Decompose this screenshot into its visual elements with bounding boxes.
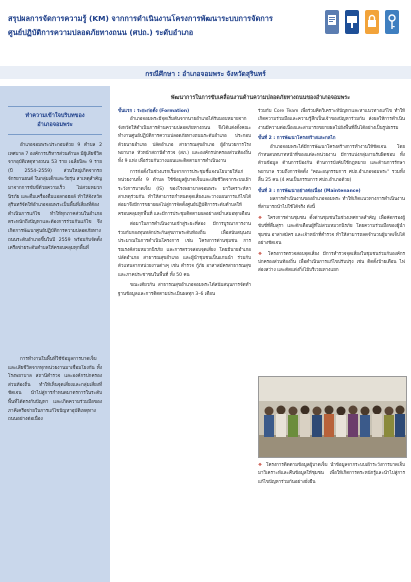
column2-paragraph-1: ร่วมกับ Core Team เพื่อร่วมคิดวิเคราะห์ปัญหาและหาแนวทางแก้ไข ทำให้เกิดความร่วมมือและความรู้สึกเป็นเจ้าของปัญหาร่วมกัน ส่งผลให้การดำเนินงานมีความต่อเนื่องและสามารถขยายผลไปยังพื้นที่อื่นได้อย่างเป็นรูปธรรม [258, 109, 405, 131]
stage3-heading: ขั้นที่ 3 : การพัฒนาอย่างต่อเนื่อง (Maintenance) [258, 188, 361, 194]
header-icons [325, 8, 405, 38]
stage1-heading: ขั้นแรก : ระยะก่อตั้ง (Formation) [118, 109, 190, 114]
document-subtitle: ศูนย์ปฏิบัติการความปลอดภัยทางถนน (ศปถ.) ระดับอำเภอ [8, 28, 194, 37]
sidebar-divider-top [8, 106, 102, 107]
sidebar-title-line1: ทำความเข้าใจบริบทของ [25, 113, 85, 119]
sidebar-paragraph-1: อำเภอจอมพระประกอบด้วย 9 ตำบล 2 เทศบาล 7 องค์การบริหารส่วนตำบล มีผู้เสียชีวิตจากอุบัติเหตุทางถนน 53 ราย เฉลี่ยปีละ 9 ราย (ปี 2554–2559) ส่วนใหญ่เกิดจากรถจักรยานยนต์ ในกลุ่มเด็กและวัยรุ่น สาเหตุสำคัญมาจากการขับขี่ด้วยความเร็ว ไม่สวมหมวกนิรภัย และดื่มเครื่องดื่มแอลกอฮอล์ ทำให้จังหวัดสุรินทร์จัดให้อำเภอจอมพระเป็นพื้นที่เสี่ยงที่ต้องดำเนินการแก้ไข ทำให้ทุกภาคส่วนในอำเภอตระหนักถึงปัญหาและต้องการร่วมกันแก้ไข จึงเกิดการพัฒนาศูนย์ปฏิบัติการความปลอดภัยทางถนนระดับอำเภอขึ้นในปี 2559 พร้อมกับจัดตั้งเครือข่ายระดับตำบลให้ครอบคลุมทุกพื้นที่ [8, 143, 102, 252]
case-study-banner [0, 66, 411, 79]
sidebar-divider-bottom [8, 134, 102, 135]
lock-icon [365, 10, 379, 34]
document-icon [325, 10, 339, 34]
bullet-text-3: โครงการติดตามข้อมูลผู้บาดเจ็บ นำข้อมูลจากระบบเฝ้าระวังการบาดเจ็บมาวิเคราะห์และคืนข้อมูลให้ชุมชน เพื่อให้เกิดการตระหนักรู้และนำไปสู่การแก้ไขปัญหาร่วมกันอย่างยั่งยืน [258, 463, 405, 485]
key-icon [385, 10, 399, 34]
stage2-heading: ขั้นที่ 2 : การพัฒนาโครงสร้างและกลไก [258, 136, 336, 142]
bullet-item-3 [258, 462, 405, 487]
presentation-icon [345, 10, 359, 34]
column-2-bottom [258, 462, 405, 487]
bullet-text-2: โครงการตรวจสอบจุดเสี่ยง มีการสำรวจจุดเสี่ยงในชุมชนร่วมกับองค์กรปกครองส่วนท้องถิ่น เพื่อดำเนินการแก้ไขปรับปรุง เช่น ติดตั้งป้ายเตือน ไฟส่องสว่าง และตัดแต่งกิ่งไม้บริเวณทางแยก [258, 251, 406, 274]
case-study-label: กรณีศึกษา : อำเภอจอมพระ จังหวัดสุรินทร์ [145, 70, 266, 78]
bullet-marker: ❖ [258, 463, 267, 468]
main-heading: พัฒนาการในการขับเคลื่อนงานด้านความปลอดภัยทางถนนของอำเภอจอมพระ [170, 95, 351, 101]
bullet-item-2 [258, 251, 405, 276]
bullet-marker: ❖ [258, 251, 269, 257]
column1-paragraph-2: การก่อตั้งในช่วงแรกเริ่มจากการประชุมชี้แจงนโยบายให้แก่หน่วยงานทั้ง 9 ตำบล ใช้ข้อมูลผู้บาดเจ็บและเสียชีวิตจากระบบเฝ้าระวังการบาดเจ็บ (IS) ของโรงพยาบาลจอมพระ มาวิเคราะห์หาสาเหตุร่วมกัน ทำให้สามารถกำหนดจุดเสี่ยงและวางแผนการแก้ไขได้ ต่อมาจึงมีการขยายผลไปสู่การจัดตั้งศูนย์ปฏิบัติการระดับตำบลให้ครอบคลุมทุกพื้นที่ และมีการประชุมติดตามผลอย่างสม่ำเสมอทุกเดือน [118, 169, 251, 217]
bullet-marker: ❖ [258, 215, 268, 221]
stage1-paragraph: อำเภอจอมพระมีจุดเริ่มต้นจากนายอำเภอได้รับมอบหมายจากจังหวัดให้ดำเนินการด้านความปลอดภัยทางถนน จึงได้แต่งตั้งคณะทำงานศูนย์ปฏิบัติการความปลอดภัยทางถนนระดับอำเภอ ประกอบด้วยนายอำเภอ ปลัดอำเภอ สาธารณสุขอำเภอ ผู้อำนวยการโรงพยาบาล หัวหน้าสถานีตำรวจ (สภ.) และองค์กรปกครองส่วนท้องถิ่นทั้ง 9 แห่ง เพื่อร่วมกันวางแผนและติดตามการดำเนินงาน [118, 117, 251, 165]
page-header [0, 0, 411, 64]
bullet-item-1 [258, 215, 405, 249]
stage3-paragraph: ผลการดำเนินงานของอำเภอจอมพระ ทำให้เกิดแนวทางการดำเนินงานที่สามารถนำไปใช้ได้จริง ดังนี้ [258, 197, 405, 211]
column1-paragraph-4: ขณะเดียวกัน สาธารณสุขอำเภอจอมพระได้สนับสนุนการจัดทำฐานข้อมูลและการติดตามประเมินผลทุก 3–6 เดือน [118, 283, 251, 297]
bullet-text-1: โครงการด่านชุมชน ตั้งด่านชุมชนในช่วงเทศกาลสำคัญ เพื่อคัดกรองผู้ขับขี่ที่ดื่มสุรา และตักเตือนผู้ที่ไม่สวมหมวกนิรภัย โดยความร่วมมือของผู้นำชุมชน อาสาสมัคร และเจ้าหน้าที่ตำรวจ ทำให้สามารถลดจำนวนผู้บาดเจ็บได้อย่างชัดเจน [258, 215, 405, 247]
document-title: สรุปผลการจัดการความรู้ (KM) จากการดำเนินงานโครงการพัฒนาระบบการจัดการ [8, 14, 273, 23]
sidebar-paragraph-2: การทำงานในพื้นที่ใช้ข้อมูลการบาดเจ็บและเสียชีวิตจากทุกหน่วยงานมาเชื่อมโยงกัน ทั้งโรงพยาบาล สถานีตำรวจ และองค์กรปกครองส่วนท้องถิ่น ทำให้เห็นจุดเสี่ยงและกลุ่มเสี่ยงที่ชัดเจน นำไปสู่การกำหนดมาตรการในระดับพื้นที่ได้ตรงกับปัญหา และเกิดความร่วมมือของภาคีเครือข่ายในการแก้ไขปัญหาอุบัติเหตุทางถนนอย่างต่อเนื่อง [8, 357, 102, 423]
column-2 [258, 108, 405, 276]
sidebar-title [8, 112, 102, 130]
stage2-paragraph: อำเภอจอมพระได้มีการพัฒนาโครงสร้างการทำงานให้ชัดเจน โดยกำหนดบทบาทหน้าที่ของแต่ละหน่วยงาน มีการแบ่งกลุ่มงานรับผิดชอบ ทั้งด้านข้อมูล ด้านการป้องกัน ด้านการบังคับใช้กฎหมาย และด้านการรักษาพยาบาล รวมถึงการจัดตั้ง "คณะอนุกรรมการ ศปถ.อำเภอจอมพระ" รวมทั้งสิ้น 25 คน (4 คนเป็นกรรมการ ศปถ.อำเภอด้วย) [258, 144, 405, 184]
group-photo [258, 376, 407, 458]
column-1 [118, 108, 251, 299]
column1-paragraph-3: ต่อมาในการดำเนินงานเข้าสู่ระยะที่สอง มีการบูรณาการงานร่วมกับกองทุนหลักประกันสุขภาพระดับท้องถิ่น เพื่อสนับสนุนงบประมาณในการดำเนินโครงการ เช่น โครงการด่านชุมชน การรณรงค์สวมหมวกนิรภัย และการตรวจสอบจุดเสี่ยง โดยมีนายอำเภอ ปลัดอำเภอ สาธารณสุขอำเภอ และผู้นำชุมชนเป็นแกนนำ ร่วมกับตัวแทนจากหน่วยงานต่างๆ เช่น ตำรวจ กู้ภัย อาสาสมัครสาธารณสุข และภาคประชาชนในพื้นที่ ทั้ง 50 คน [118, 222, 251, 278]
sidebar-title-line2: อำเภอจอมพระ [37, 122, 73, 128]
